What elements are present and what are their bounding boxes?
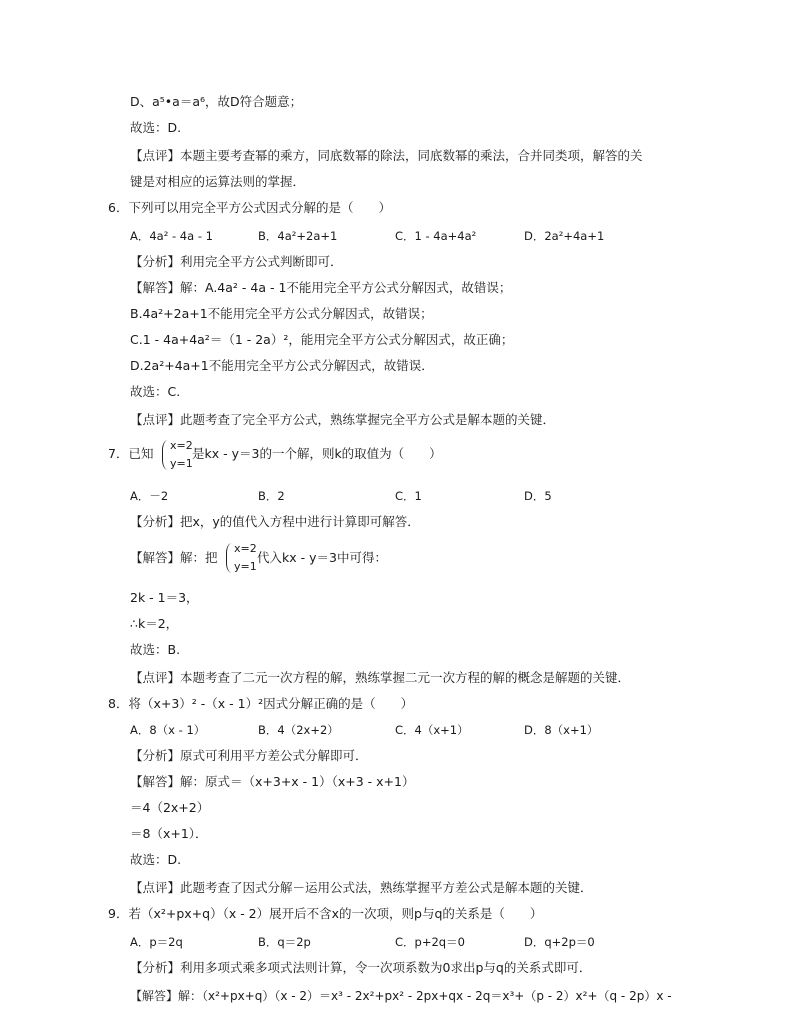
equation-system-brace xyxy=(162,440,169,470)
system-eq-1: x=2 xyxy=(234,542,257,555)
q7-solution-start: 【解答】解：把 xyxy=(130,550,218,565)
question-9-stem: 9．若（x²+px+q）（x - 2）展开后不含x的一次项，则p与q的关系是（ ） xyxy=(108,906,543,921)
q7-comment: 【点评】本题考查了二元一次方程的解，熟练掌握二元一次方程的解的概念是解题的关键． xyxy=(130,670,631,685)
q6-option-b: B．4a²+2a+1 xyxy=(258,229,338,243)
q6-solution-b: B.4a²+2a+1不能用完全平方公式分解因式，故错误； xyxy=(130,306,433,321)
q7-solution-end: 代入kx - y＝3中可得： xyxy=(257,550,387,565)
q8-step-1: ＝4（2x+2） xyxy=(130,800,210,815)
comment-text-continued: 键是对相应的运算法则的掌握． xyxy=(130,174,306,189)
q7-option-a: A．－2 xyxy=(130,489,169,503)
q8-option-a: A．8（x - 1） xyxy=(130,723,206,737)
question-7-stem-start: 7．已知 xyxy=(108,446,154,461)
q6-solution-c: C.1 - 4a+4a²＝（1 - 2a）²，能用完全平方公式分解因式，故正确； xyxy=(130,332,514,347)
question-8-stem: 8．将（x+3）² -（x - 1）²因式分解正确的是（ ） xyxy=(108,696,414,711)
q9-option-a: A．p＝2q xyxy=(130,935,183,949)
q9-option-b: B．q＝2p xyxy=(258,935,311,949)
q6-option-c: C．1 - 4a+4a² xyxy=(395,229,477,243)
system-eq-2: y=1 xyxy=(170,457,193,470)
q7-option-b: B．2 xyxy=(258,489,285,503)
q8-solution: 【解答】解：原式＝（x+3+x - 1）（x+3 - x+1） xyxy=(130,774,415,789)
q8-comment: 【点评】此题考查了因式分解－运用公式法，熟练掌握平方差公式是解本题的关键． xyxy=(130,880,593,895)
q8-option-d: D．8（x+1） xyxy=(524,723,599,737)
q7-option-c: C．1 xyxy=(395,489,422,503)
q6-answer: 故选：C. xyxy=(130,384,181,399)
q6-analysis: 【分析】利用完全平方公式判断即可． xyxy=(130,254,343,269)
q8-answer: 故选：D. xyxy=(130,852,182,867)
q9-analysis: 【分析】利用多项式乘多项式法则计算，令一次项系数为0求出p与q的关系式即可． xyxy=(130,960,592,975)
q8-step-2: ＝8（x+1）． xyxy=(130,826,208,841)
option-d-conclusion: D、a⁵•a＝a⁶，故D符合题意； xyxy=(130,94,303,109)
q6-option-a: A．4a² - 4a - 1 xyxy=(130,229,213,243)
q9-solution: 【解答】解：（x²+px+q）（x - 2）＝x³ - 2x²+px² - 2px+qx - 2q＝x³+（p - 2）x²+（q - 2p）x - xyxy=(130,989,672,1003)
system-eq-2: y=1 xyxy=(234,560,257,573)
q7-answer: 故选：B. xyxy=(130,642,181,657)
q8-option-b: B．4（2x+2） xyxy=(258,723,339,737)
q8-analysis: 【分析】原式可利用平方差公式分解即可． xyxy=(130,748,368,763)
q6-option-d: D．2a²+4a+1 xyxy=(524,229,605,243)
comment-text: 【点评】本题主要考查幂的乘方，同底数幂的除法，同底数幂的乘法，合并同类项，解答的关 xyxy=(130,148,643,163)
q6-comment: 【点评】此题考查了完全平方公式，熟练掌握完全平方公式是解本题的关键． xyxy=(130,412,556,427)
answer-choice: 故选：D. xyxy=(130,120,182,135)
equation-system-brace xyxy=(226,543,233,573)
system-eq-1: x=2 xyxy=(170,439,193,452)
q7-step-2: ∴k＝2， xyxy=(130,616,179,631)
question-6-stem: 6．下列可以用完全平方公式因式分解的是（ ） xyxy=(108,200,391,215)
q9-option-c: C．p+2q＝0 xyxy=(395,935,465,949)
q7-step-1: 2k - 1＝3， xyxy=(130,590,199,605)
q6-solution-a: 【解答】解：A.4a² - 4a - 1不能用完全平方公式分解因式，故错误； xyxy=(130,280,512,295)
q8-option-c: C．4（x+1） xyxy=(395,723,469,737)
q7-analysis: 【分析】把x，y的值代入方程中进行计算即可解答． xyxy=(130,514,420,529)
q7-option-d: D．5 xyxy=(524,489,552,503)
question-7-stem-end: 是kx - y＝3的一个解，则k的取值为（ ） xyxy=(192,446,442,461)
q6-solution-d: D.2a²+4a+1不能用完全平方公式分解因式，故错误． xyxy=(130,358,434,373)
q9-option-d: D．q+2p＝0 xyxy=(524,935,595,949)
